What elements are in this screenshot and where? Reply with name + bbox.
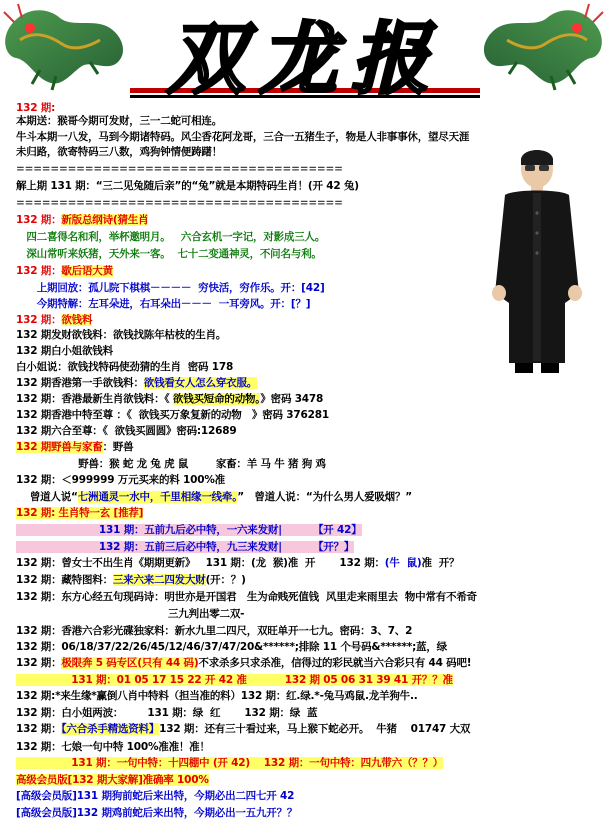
text-line-l16 bbox=[16, 360, 233, 375]
text-line-l36 bbox=[16, 689, 418, 704]
text-segment: (开：？) bbox=[205, 574, 246, 586]
text-segment: 132 期：东方心经五句现码诗：明世亦是开国君 生为命贱死值钱 风里走来雨里去 物中常有不希奇 bbox=[16, 591, 477, 603]
text-line-l34 bbox=[16, 656, 471, 671]
text-line-l12 bbox=[16, 297, 310, 312]
text-line-l1 bbox=[16, 114, 222, 129]
text-line-l14 bbox=[16, 328, 226, 343]
text-segment: 132 期:*来生缘*赢倒八肖中特料（担当准的料）132 期：红.绿.*-兔马鸡鼠.龙羊狗牛.. bbox=[16, 690, 418, 702]
text-line-l15 bbox=[16, 344, 113, 359]
text-segment: ” 曾道人说：“为什么男人爱吸烟？” bbox=[237, 491, 412, 503]
text-line-l23 bbox=[16, 473, 225, 488]
text-segment: 132 期野兽与家畜 bbox=[16, 441, 103, 453]
text-line-l20 bbox=[16, 424, 236, 439]
text-line-l28 bbox=[16, 556, 459, 571]
text-line-l42 bbox=[16, 789, 294, 804]
text-line-l2 bbox=[16, 130, 469, 145]
text-segment: 野兽：猴 蛇 龙 兔 虎 鼠 家畜：羊 马 牛 猪 狗 鸡 bbox=[16, 458, 326, 470]
text-segment: 132 期：06/18/37/22/26/45/12/46/37/47/20&******;排除 11 个号码&******;蓝，绿 bbox=[16, 641, 447, 653]
text-segment: 白小姐说：欲钱找特码使劲猜的生肖 密码 178 bbox=[16, 361, 234, 373]
text-segment: 131 期：一句中特：十四棚中 (开 42) 132 期：一句中特：四九带六（？？） bbox=[16, 757, 444, 769]
text-line-l18 bbox=[16, 392, 323, 407]
text-line-l9 bbox=[16, 247, 322, 262]
text-segment: 132 期香港中特至尊 ：《 欲钱买万象复新的动物 》密码 376281 bbox=[16, 409, 329, 421]
text-line-l8 bbox=[16, 230, 325, 245]
text-segment: 132 期：七娘一句中特 100%准准！准！ bbox=[16, 741, 210, 753]
text-line-l13 bbox=[16, 313, 92, 328]
text-segment: 132 期： bbox=[16, 723, 62, 735]
text-segment: 今期特解：左耳朵进，右耳朵出－－－ 一耳旁风。开：[？] bbox=[16, 298, 311, 310]
header-banner bbox=[0, 0, 607, 105]
text-line-l29 bbox=[16, 573, 246, 588]
text-line-l39 bbox=[16, 740, 210, 755]
man-portrait-image bbox=[483, 143, 591, 375]
text-segment: 132 期: bbox=[16, 102, 56, 114]
text-segment: 三九判出零二双- bbox=[16, 608, 245, 620]
text-line-l22 bbox=[16, 457, 326, 472]
text-line-l5 bbox=[16, 179, 359, 194]
right-dragon-icon bbox=[484, 4, 603, 90]
text-segment: 极限奔 5 码专区(只有 44 码) bbox=[61, 657, 199, 669]
text-segment: ====================================== bbox=[16, 163, 343, 175]
text-segment: 七洲通灵一水中，千里相缘一线牵。 bbox=[77, 491, 238, 503]
text-line-l27 bbox=[16, 540, 354, 555]
text-segment: 高级会员版[132 期大家解]准确率 100% bbox=[16, 774, 209, 786]
text-segment: 未归路，欲寄特码三八数，鸡狗钟情便踌躇！ bbox=[16, 146, 222, 158]
text-segment: 132 期： bbox=[16, 657, 62, 669]
text-line-l6 bbox=[16, 196, 343, 211]
text-segment: 132 期香港第一手欲钱料： bbox=[16, 377, 144, 389]
text-segment: [高级会员版]132 期鸡前蛇后来出特，今期必出一五九开？？ bbox=[16, 807, 298, 819]
text-segment: 本期送：猴哥今期可发财，三一二蛇可相连。 bbox=[16, 115, 222, 127]
text-line-l3 bbox=[16, 145, 222, 160]
text-segment: 132 期：曾女士不出生肖《期期更新》 131 期：(龙 猴)准 开 132 期： bbox=[16, 557, 385, 569]
text-segment: 132 期六合至尊：《 欲钱买圆圆》密码:12689 bbox=[16, 425, 237, 437]
text-line-l41 bbox=[16, 773, 209, 788]
text-segment: 解上期 131 期：“三二见兔随后亲”的“兔”就是本期特码生肖！(开 42 兔) bbox=[16, 180, 359, 192]
text-segment: 132 期： bbox=[16, 265, 62, 277]
text-line-l40 bbox=[16, 756, 443, 771]
text-segment: 准 开？ bbox=[421, 557, 460, 569]
text-segment: 》密码 3478 bbox=[260, 393, 324, 405]
text-line-l24 bbox=[16, 490, 412, 505]
text-segment: [高级会员版]131 期狗前蛇后来出特，今期必出二四七开 42 bbox=[16, 790, 295, 802]
text-segment: 131 期：01 05 17 15 22 开 42 准 132 期 05 06 31 39 41 开？？准 bbox=[16, 674, 453, 686]
text-segment: (牛 鼠) bbox=[384, 557, 422, 569]
text-line-l35 bbox=[16, 673, 453, 688]
page-title: 双龙报 bbox=[166, 14, 444, 105]
text-line-l32 bbox=[16, 624, 412, 639]
text-segment: 132 期： bbox=[16, 314, 62, 326]
text-line-l10 bbox=[16, 264, 113, 279]
text-segment: 欲钱料 bbox=[61, 314, 93, 326]
text-segment: 四二喜得名和利，举杯邀明月。 六合玄机一字记，对影成三人。 bbox=[16, 231, 326, 243]
text-segment: 132 期白小姐欲钱料 bbox=[16, 345, 113, 357]
text-segment: 132 期：＜999999 万元买来的料 100%准 bbox=[16, 474, 225, 486]
text-segment: 131 期：五前九后必中特，一六来发财| 【开 42】 bbox=[16, 524, 362, 536]
text-segment: 上期回放：孤儿院下棋棋－－－－ 穷快活，穷作乐。开：[42] bbox=[16, 282, 325, 294]
text-line-l38 bbox=[16, 722, 470, 737]
left-dragon-icon bbox=[4, 4, 123, 90]
text-segment: 132 期：香港最新生肖欲钱料：《 bbox=[16, 393, 173, 405]
text-segment: ====================================== bbox=[16, 197, 343, 209]
text-segment: 132 期： bbox=[16, 214, 62, 226]
text-segment: 132 期：白小姐两波： 131 期：绿 红 132 期：绿 蓝 bbox=[16, 707, 318, 719]
text-segment: 132 期发财欲钱料：欲钱找陈年枯枝的生肖。 bbox=[16, 329, 227, 341]
text-segment: 132 期: 生肖特一玄 [推荐] bbox=[16, 507, 144, 519]
text-segment: 深山常听来妖猪，天外来一客。 七十二变通神灵，不问名与利。 bbox=[16, 248, 322, 260]
text-line-l25 bbox=[16, 506, 143, 521]
text-segment: 132 期：藏特图料： bbox=[16, 574, 113, 586]
text-line-l33 bbox=[16, 640, 447, 655]
text-segment: 牛斗本期一八发，马到今期诸特码。风尘香花阿龙哥，三合一五猪生子，物是人非事事休，望尽天涯 bbox=[16, 131, 470, 143]
text-segment: 【六合杀手精选资料】 bbox=[61, 723, 160, 735]
text-line-l31 bbox=[16, 607, 244, 622]
text-line-l26 bbox=[16, 523, 362, 538]
text-line-l11 bbox=[16, 281, 325, 296]
text-segment: 三来六来二四发大财 bbox=[112, 574, 206, 586]
text-segment: ：野兽 bbox=[102, 441, 134, 453]
text-line-l7 bbox=[16, 213, 148, 228]
text-segment: 欲钱买短命的动物。 bbox=[172, 393, 261, 405]
text-line-l43 bbox=[16, 806, 297, 821]
text-segment: 132 期：五前三后必中特，九三来发财| 【开？】 bbox=[16, 541, 355, 553]
text-segment: 曾道人说“ bbox=[16, 491, 78, 503]
text-segment: 不求杀多只求杀准，信得过的彩民就当六合彩只有 44 码吧! bbox=[198, 657, 472, 669]
text-segment: 新版总纲诗(猜生肖 bbox=[61, 214, 149, 226]
text-line-l19 bbox=[16, 408, 329, 423]
text-segment: 132 期：香港六合彩光碟独家料：新水九里二四尺，双旺单开一七九。密码：3、7、2 bbox=[16, 625, 413, 637]
text-line-l17 bbox=[16, 376, 257, 391]
text-segment: 132 期：还有三十看过来，马上猴下蛇必开。 牛猪 01747 大双 bbox=[159, 723, 471, 735]
text-line-l37 bbox=[16, 706, 317, 721]
text-line-l4 bbox=[16, 162, 343, 177]
text-segment: 欲钱看女人怎么穿衣服。 bbox=[143, 377, 258, 389]
text-line-l21 bbox=[16, 440, 133, 455]
text-line-l30 bbox=[16, 590, 477, 605]
text-segment: 歇后语大黄 bbox=[61, 265, 113, 277]
